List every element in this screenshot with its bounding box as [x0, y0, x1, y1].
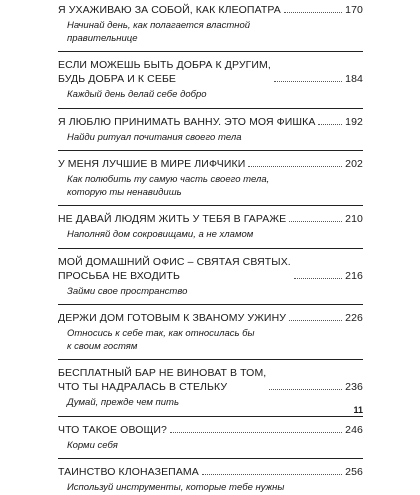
chapter-title: ЕСЛИ МОЖЕШЬ БЫТЬ ДОБРА К ДРУГИМ, БУДЬ ДОБРА И К СЕБЕ: [58, 59, 271, 85]
chapter-title: Я ЛЮБЛЮ ПРИНИМАТЬ ВАННУ. ЭТО МОЯ ФИШКА: [58, 115, 316, 128]
dot-leader: [170, 432, 342, 433]
page-number: 184: [345, 73, 363, 85]
chapter-subtitle: Как полюбить ту самую часть своего тела, которую ты ненавидишь: [67, 174, 270, 198]
chapter-subtitle: Найди ритуал почитания своего тела: [67, 131, 242, 143]
toc-entry-9: [58, 423, 363, 453]
toc-entry-1: [58, 3, 363, 45]
toc-entry-8: [58, 366, 363, 410]
chapter-subtitle: Корми себя: [67, 439, 118, 451]
divider: [58, 416, 363, 417]
chapter-subtitle: Используй инструменты, которые тебе нужны: [67, 482, 285, 493]
divider: [58, 108, 363, 109]
dot-leader: [284, 12, 342, 13]
chapter-title: МОЙ ДОМАШНИЙ ОФИС – СВЯТАЯ СВЯТЫХ. ПРОСЬБА НЕ ВХОДИТЬ: [58, 255, 291, 282]
chapter-title: ЧТО ТАКОЕ ОВОЩИ?: [58, 423, 167, 436]
divider: [58, 304, 363, 305]
divider: [58, 248, 363, 249]
dot-leader: [294, 278, 342, 279]
toc-entry-6: [58, 255, 363, 299]
chapter-title: Я УХАЖИВАЮ ЗА СОБОЙ, КАК КЛЕОПАТРА: [58, 4, 281, 16]
toc-entry-7: [58, 311, 363, 353]
dot-leader: [318, 124, 342, 125]
chapter-subtitle: Начинай день, как полагается властной правительнице: [67, 20, 251, 44]
page-number: 210: [345, 213, 363, 225]
dot-leader: [269, 389, 342, 390]
page-number: 256: [345, 466, 363, 478]
chapter-subtitle: Думай, прежде чем пить: [67, 397, 179, 408]
chapter-subtitle: Относись к себе так, как относилась бы к своим гостям: [67, 328, 255, 352]
divider: [58, 51, 363, 52]
chapter-title: НЕ ДАВАЙ ЛЮДЯМ ЖИТЬ У ТЕБЯ В ГАРАЖЕ: [58, 213, 287, 225]
page-number: 246: [345, 423, 363, 436]
table-of-contents: [58, 3, 363, 495]
toc-entry-4: [58, 157, 363, 199]
toc-entry-3: [58, 115, 363, 145]
chapter-subtitle: Каждый день делай себе добро: [67, 89, 207, 100]
dot-leader: [274, 81, 342, 82]
dot-leader: [289, 221, 342, 222]
chapter-title: У МЕНЯ ЛУЧШИЕ В МИРЕ ЛИФЧИКИ: [58, 158, 246, 170]
dot-leader: [202, 474, 342, 475]
page-number: 202: [345, 158, 363, 170]
chapter-title: ТАИНСТВО КЛОНАЗЕПАМА: [58, 466, 199, 478]
divider: [58, 458, 363, 459]
chapter-title: БЕСПЛАТНЫЙ БАР НЕ ВИНОВАТ В ТОМ, ЧТО ТЫ НАДРАЛАСЬ В СТЕЛЬКУ: [58, 367, 267, 393]
toc-entry-5: [58, 212, 363, 242]
toc-entry-10: [58, 465, 363, 495]
page-number: 226: [345, 312, 363, 324]
dot-leader: [248, 166, 342, 167]
divider: [58, 205, 363, 206]
page-number: 216: [345, 269, 363, 282]
page-number: 170: [345, 4, 363, 16]
dot-leader: [289, 320, 342, 321]
page-number: 236: [345, 381, 363, 393]
chapter-title: ДЕРЖИ ДОМ ГОТОВЫМ К ЗВАНОМУ УЖИНУ: [58, 312, 287, 324]
chapter-subtitle: Займи свое пространство: [67, 285, 188, 297]
page-number: 192: [345, 115, 363, 128]
chapter-subtitle: Наполняй дом сокровищами, а не хламом: [67, 229, 254, 240]
page-folio: 11: [353, 405, 363, 415]
toc-entry-2: [58, 58, 363, 102]
divider: [58, 150, 363, 151]
divider: [58, 359, 363, 360]
